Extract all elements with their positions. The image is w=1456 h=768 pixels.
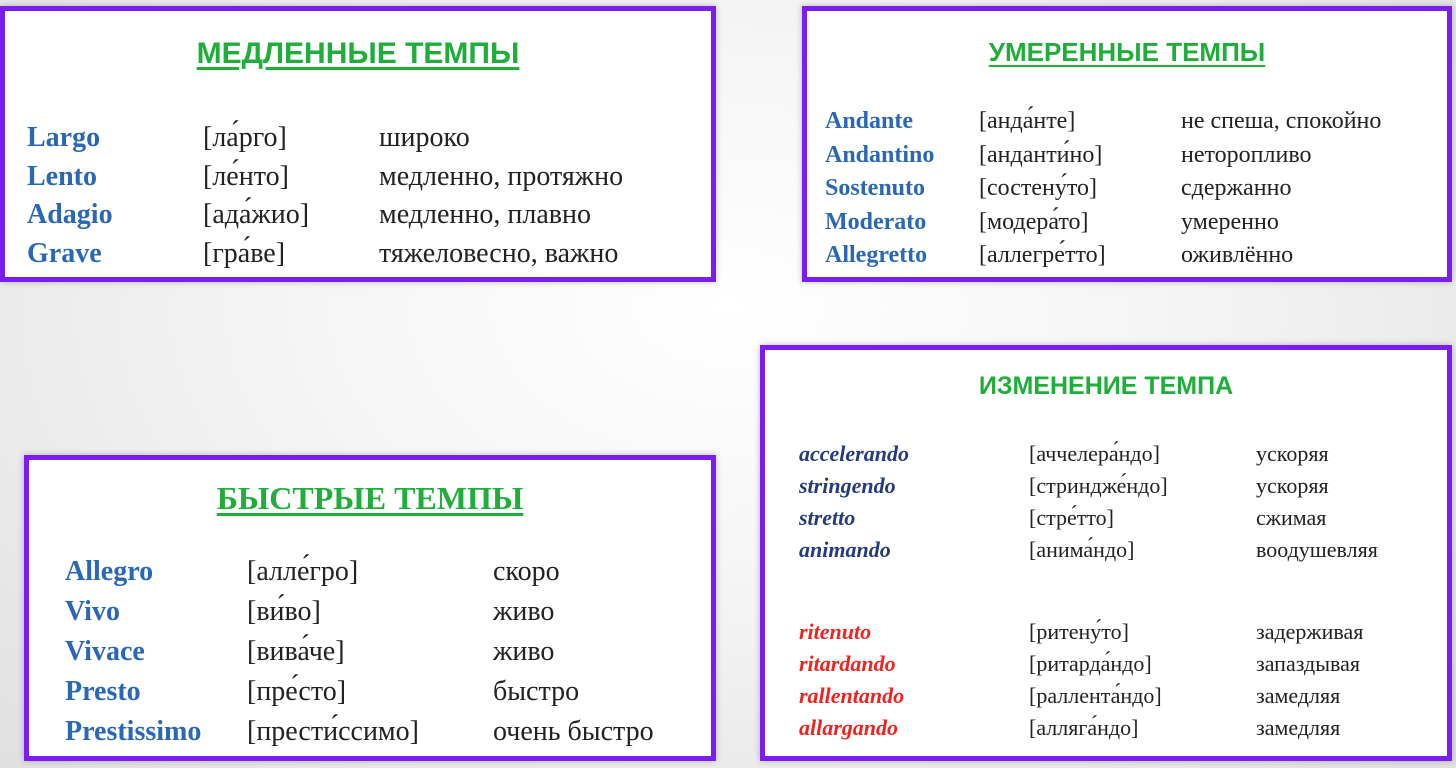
tempo-term: Largo (27, 122, 101, 153)
tempo-row (825, 206, 1381, 240)
tempo-row (65, 672, 654, 712)
tempo-term: stretto (799, 505, 856, 530)
slow-tempos-card (0, 6, 716, 282)
tempo-pronunciation: [аччелера́ндо] (1029, 441, 1160, 466)
tempo-meaning: широко (379, 122, 470, 153)
slow-down-list (799, 616, 1363, 744)
tempo-pronunciation: [анда́нте] (979, 108, 1076, 134)
moderate-tempos-card (802, 6, 1452, 282)
tempo-term: Vivace (65, 636, 145, 667)
tempo-row (27, 119, 623, 158)
tempo-meaning: сдержанно (1181, 175, 1292, 201)
tempo-pronunciation: [раллента́ндо] (1029, 683, 1162, 708)
tempo-term: rallentando (799, 683, 905, 708)
tempo-pronunciation: [алле́гро] (247, 556, 359, 587)
tempo-meaning: очень быстро (493, 716, 654, 747)
tempo-pronunciation: [пре́сто] (247, 676, 347, 707)
slow-tempos-title: МЕДЛЕННЫЕ ТЕМПЫ (196, 37, 520, 70)
tempo-row (799, 712, 1363, 744)
tempo-row (27, 158, 623, 197)
tempo-term: Moderato (825, 208, 927, 235)
tempo-pronunciation: [анданти́но] (979, 141, 1103, 168)
tempo-meaning: быстро (493, 676, 580, 707)
tempo-change-title: ИЗМЕНЕНИЕ ТЕМПА (978, 372, 1234, 400)
tempo-term: Andante (825, 108, 914, 134)
tempo-pronunciation: [аллегре́тто] (979, 242, 1106, 268)
tempo-term: Sostenuto (825, 175, 926, 201)
tempo-term: animando (799, 537, 891, 562)
tempo-pronunciation: [анима́ндо] (1029, 537, 1135, 562)
tempo-row (65, 712, 654, 752)
fast-tempos-title: БЫСТРЫЕ ТЕМПЫ (216, 480, 524, 516)
tempo-pronunciation: [вива́че] (247, 636, 345, 667)
tempo-meaning: живо (493, 596, 555, 627)
tempo-term: Allegretto (825, 242, 928, 268)
tempo-pronunciation: [стриндже́ндо] (1029, 473, 1168, 498)
tempo-row (799, 534, 1378, 566)
tempo-term: stringendo (799, 473, 896, 498)
tempo-meaning: живо (493, 636, 555, 667)
tempo-meaning: тяжеловесно, важно (379, 237, 619, 269)
tempo-row (799, 502, 1378, 534)
tempo-term: Allegro (65, 556, 154, 587)
tempo-pronunciation: [ритарда́ндо] (1029, 651, 1152, 676)
tempo-pronunciation: [ла́рго] (203, 122, 287, 153)
tempo-meaning: сжимая (1256, 505, 1327, 530)
tempo-pronunciation: [ви́во] (247, 596, 321, 627)
tempo-meaning: воодушевляя (1256, 537, 1378, 562)
fast-tempos-card (24, 455, 716, 761)
tempo-meaning: скоро (493, 556, 560, 587)
tempo-term: Lento (27, 160, 97, 192)
tempo-row (65, 632, 654, 672)
tempo-term: Vivo (65, 596, 120, 627)
tempo-meaning: ускоряя (1256, 441, 1329, 466)
tempo-meaning: не спеша, спокойно (1181, 108, 1382, 134)
tempo-meaning: умеренно (1181, 208, 1279, 235)
tempo-meaning: задерживая (1256, 619, 1364, 644)
tempo-pronunciation: [гра́ве] (203, 237, 286, 269)
tempo-term: Andantino (825, 141, 935, 168)
tempo-row (65, 552, 654, 592)
tempo-row (825, 139, 1381, 173)
tempo-term: ritenuto (799, 619, 872, 644)
tempo-meaning: ускоряя (1256, 473, 1329, 498)
tempo-row (27, 235, 623, 274)
tempo-pronunciation: [ле́нто] (203, 160, 289, 192)
tempo-row (65, 592, 654, 632)
tempo-row (825, 239, 1381, 273)
tempo-term: accelerando (799, 441, 909, 466)
tempo-row (27, 196, 623, 235)
tempo-pronunciation: [состену́то] (979, 175, 1098, 201)
tempo-row (799, 438, 1378, 470)
tempo-term: Adagio (27, 199, 113, 230)
accelerate-list (799, 438, 1378, 566)
slow-tempos-list (27, 119, 623, 273)
tempo-term: Grave (27, 237, 102, 269)
tempo-term: Prestissimo (65, 716, 202, 747)
tempo-meaning: медленно, протяжно (379, 160, 624, 192)
tempo-term: ritardando (799, 651, 896, 676)
moderate-tempos-title: УМЕРЕННЫЕ ТЕМПЫ (988, 37, 1266, 67)
tempo-meaning: запаздывая (1256, 651, 1360, 676)
tempo-meaning: медленно, плавно (379, 199, 591, 230)
tempo-pronunciation: [алляга́ндо] (1029, 715, 1139, 740)
tempo-pronunciation: [ритену́то] (1029, 619, 1129, 644)
tempo-term: Presto (65, 676, 141, 707)
tempo-pronunciation: [прести́ссимо] (247, 716, 419, 747)
tempo-meaning: замедляя (1256, 715, 1341, 740)
tempo-row (799, 680, 1363, 712)
tempo-row (825, 172, 1381, 206)
tempo-meaning: оживлённо (1181, 242, 1294, 268)
tempo-row (825, 105, 1381, 139)
tempo-row (799, 470, 1378, 502)
tempo-change-card (760, 345, 1452, 761)
tempo-row (799, 616, 1363, 648)
tempo-row (799, 648, 1363, 680)
tempo-pronunciation: [стре́тто] (1029, 505, 1115, 530)
tempo-meaning: неторопливо (1181, 141, 1312, 168)
moderate-tempos-list (825, 105, 1381, 273)
tempo-pronunciation: [модера́то] (979, 208, 1089, 235)
fast-tempos-list (65, 552, 654, 752)
tempo-pronunciation: [ада́жио] (203, 199, 310, 230)
tempo-term: allargando (799, 715, 899, 740)
tempo-meaning: замедляя (1256, 683, 1341, 708)
